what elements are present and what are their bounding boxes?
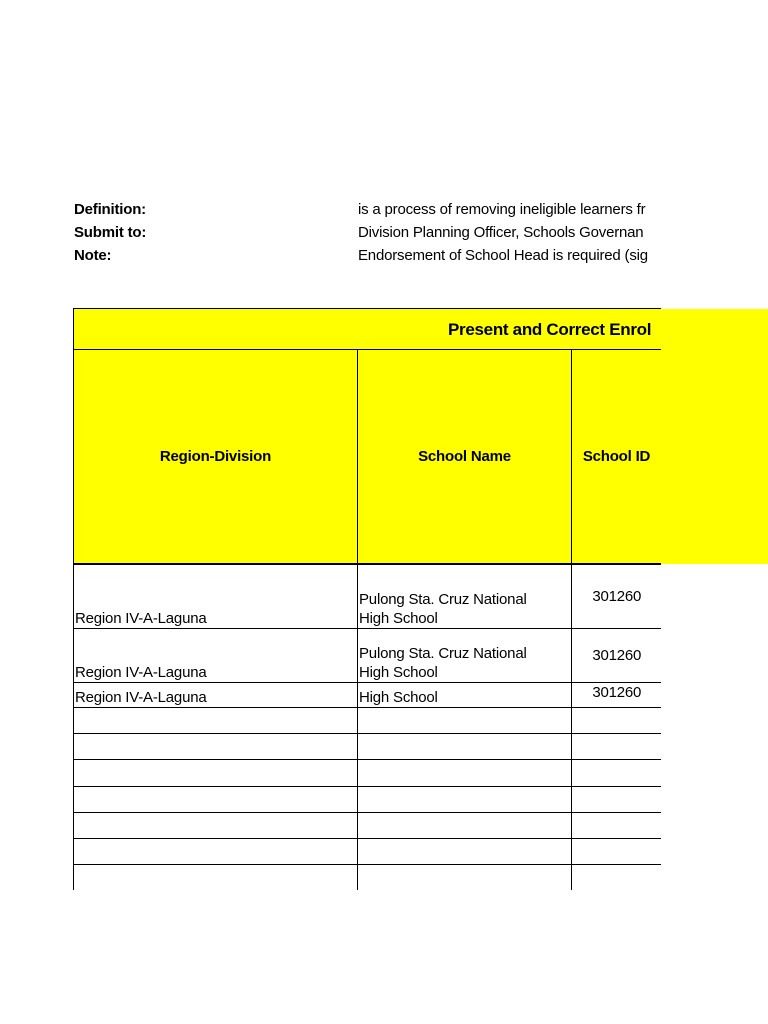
table-row-empty: [74, 708, 662, 734]
column-header-school-id: School ID: [571, 349, 661, 564]
definition-label: Definition:: [74, 201, 146, 218]
table-row-empty: [74, 865, 662, 891]
cell-school-id[interactable]: [572, 734, 662, 760]
cell-school-id[interactable]: 301260: [572, 683, 662, 708]
cell-region[interactable]: [74, 787, 358, 813]
table-title: Present and Correct Enrol: [448, 320, 652, 339]
cell-region[interactable]: [74, 839, 358, 865]
note-value: Endorsement of School Head is required (sig: [358, 247, 648, 264]
cell-school-id[interactable]: [572, 760, 662, 787]
enrolment-table: [73, 308, 661, 890]
cell-school-id[interactable]: 301260: [572, 565, 662, 629]
data-grid: [73, 564, 661, 890]
cell-school-id[interactable]: 301260: [572, 629, 662, 683]
header-fill-overflow: [660, 309, 768, 564]
school-name-line-2: High School: [359, 610, 438, 627]
table-row-empty: [74, 734, 662, 760]
submit-to-label: Submit to:: [74, 224, 147, 241]
table-row-empty: [74, 760, 662, 787]
school-name-line-1: Pulong Sta. Cruz National: [359, 591, 527, 608]
cell-school-name[interactable]: [358, 787, 572, 813]
column-header-school-name: School Name: [357, 349, 571, 564]
cell-school-id[interactable]: [572, 787, 662, 813]
cell-school-id[interactable]: [572, 813, 662, 839]
cell-school-name[interactable]: [358, 813, 572, 839]
cell-region[interactable]: [74, 865, 358, 891]
school-name-line-2: High School: [359, 664, 438, 681]
column-header-region-division: Region-Division: [73, 349, 357, 564]
table-row-empty: [74, 813, 662, 839]
cell-school-name[interactable]: [358, 839, 572, 865]
cell-school-name[interactable]: [358, 865, 572, 891]
table-row: [74, 565, 662, 629]
table-row: [74, 683, 662, 708]
table-row-empty: [74, 839, 662, 865]
cell-region[interactable]: [74, 708, 358, 734]
school-name-line-1: Pulong Sta. Cruz National: [359, 645, 527, 662]
table-row-empty: [74, 787, 662, 813]
cell-region[interactable]: Region IV-A-Laguna: [74, 629, 358, 683]
note-label: Note:: [74, 247, 112, 264]
definition-value: is a process of removing ineligible learners fr: [358, 201, 646, 218]
cell-school-id[interactable]: [572, 708, 662, 734]
cell-school-name[interactable]: [358, 565, 572, 629]
cell-school-name[interactable]: High School: [358, 683, 572, 708]
table-row: [74, 629, 662, 683]
cell-school-id[interactable]: [572, 865, 662, 891]
cell-school-name[interactable]: [358, 629, 572, 683]
table-title-band: [73, 308, 661, 349]
submit-to-value: Division Planning Officer, Schools Governan: [358, 224, 644, 241]
cell-region[interactable]: [74, 734, 358, 760]
cell-school-name[interactable]: [358, 734, 572, 760]
cell-region[interactable]: [74, 813, 358, 839]
cell-school-name[interactable]: [358, 760, 572, 787]
cell-school-name[interactable]: [358, 708, 572, 734]
cell-school-id[interactable]: [572, 839, 662, 865]
cell-region[interactable]: Region IV-A-Laguna: [74, 565, 358, 629]
cell-region[interactable]: [74, 760, 358, 787]
cell-region[interactable]: Region IV-A-Laguna: [74, 683, 358, 708]
